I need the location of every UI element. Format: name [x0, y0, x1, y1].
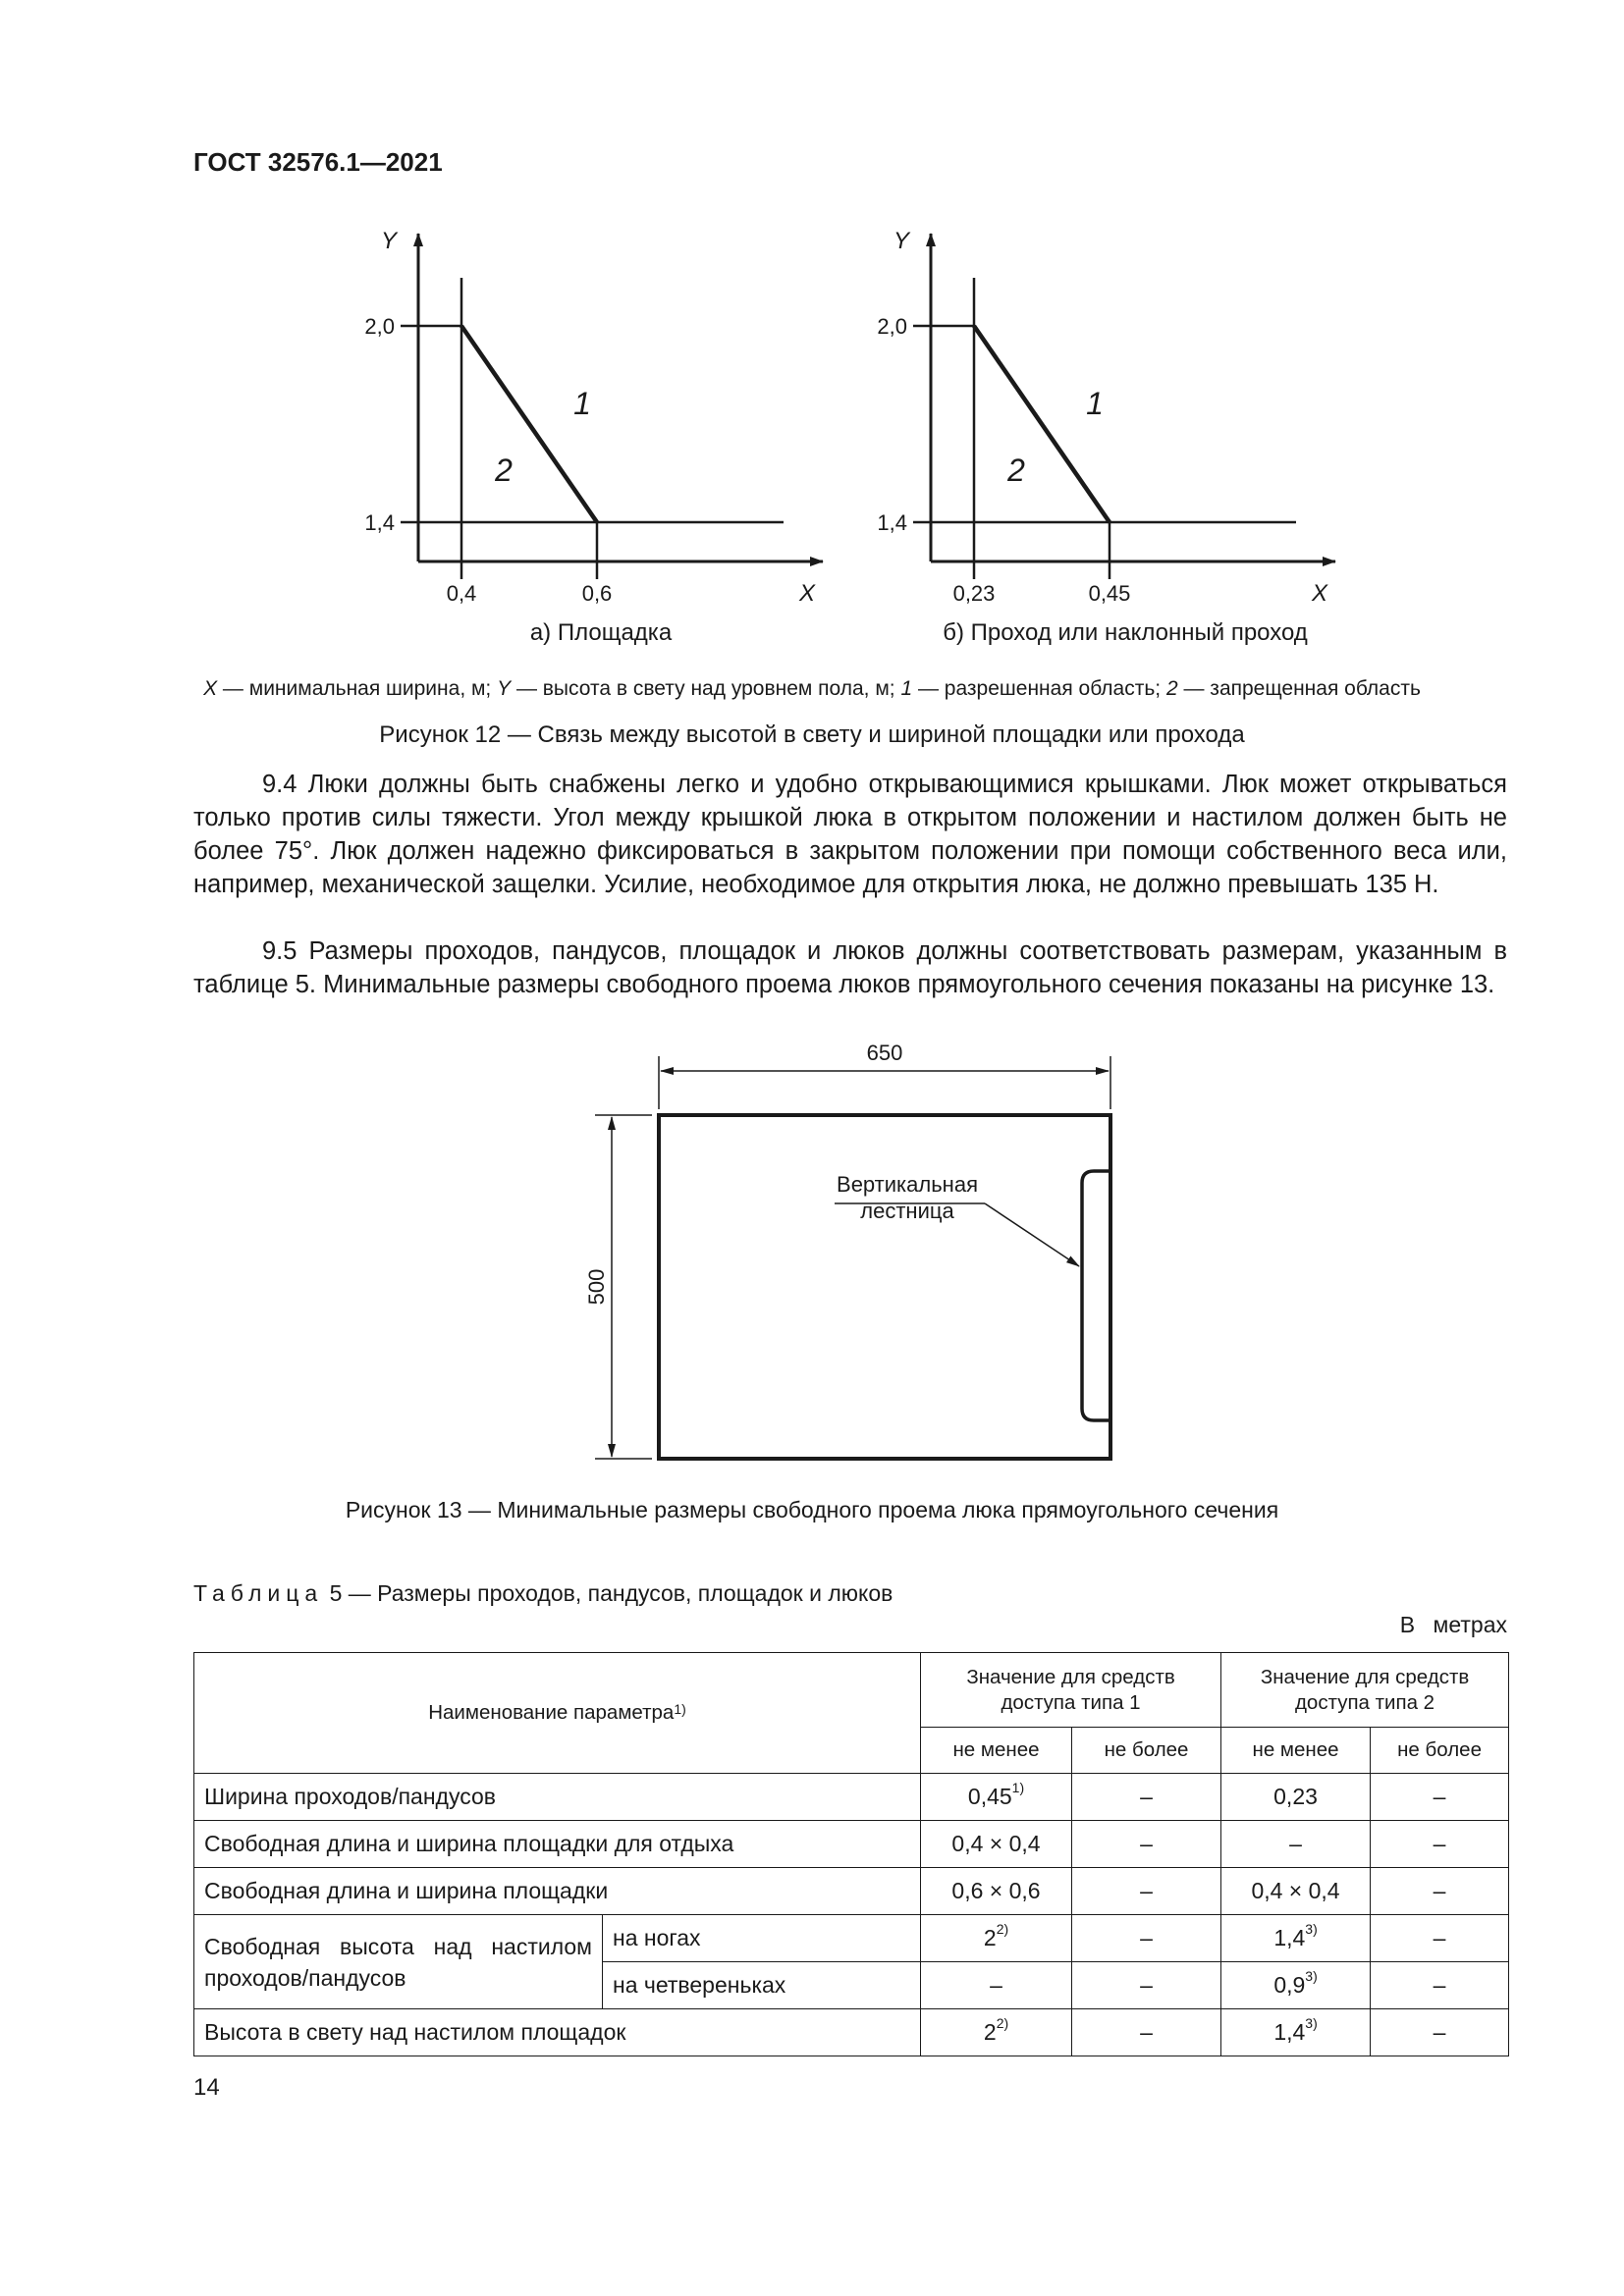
x-axis-label: X	[798, 580, 816, 607]
width-dimension-label: 650	[866, 1041, 903, 1065]
header-max: не более	[1072, 1728, 1221, 1774]
table-5-caption: Таблица 5 — Размеры проходов, пандусов, площадок и люков	[193, 1580, 893, 1606]
vertical-ladder	[1082, 1171, 1110, 1420]
y-axis-label: Y	[893, 228, 910, 254]
panel-caption: б) Проход или наклонный проход	[943, 619, 1308, 646]
table-row: Высота в свету над настилом площадок 2$^{2)}$ – 1,4$^{3)}$ –	[194, 2009, 1509, 2056]
y-tick-label-20: 2,0	[364, 314, 395, 339]
y-axis-label: Y	[380, 228, 398, 254]
figure-12b-plot	[877, 228, 1335, 646]
header-param: Наименование параметра$^{1)}$	[194, 1653, 921, 1774]
header-type2: Значение для средств доступа типа 2	[1221, 1653, 1509, 1728]
region-label-2: 2	[495, 453, 513, 488]
table-5	[193, 1652, 1509, 2056]
x-tick-label-023: 0,23	[952, 581, 996, 606]
region-label-2: 2	[1007, 453, 1025, 488]
header-max: не более	[1371, 1728, 1509, 1774]
table-5-units: В метрах	[1399, 1612, 1507, 1637]
header-type1: Значение для средств доступа типа 1	[921, 1653, 1221, 1728]
boundary-line	[974, 326, 1110, 522]
height-dimension-label: 500	[584, 1268, 609, 1306]
hatch-opening	[659, 1115, 1110, 1459]
x-tick-label-06: 0,6	[581, 581, 613, 606]
y-tick-label-14: 1,4	[877, 510, 907, 535]
figure-12-legend: X — минимальная ширина, м; Y — высота в свету над уровнем пола, м; 1 — разрешенная область; 2 — запрещенная область	[203, 677, 1421, 700]
paragraph-9-5: 9.5 Размеры проходов, пандусов, площадок и люков должны соответствовать размерам, указанным в таблице 5. Минимальные размеры свободного проема люков прямоугольного сечения показаны на рисунке 13.	[193, 937, 1507, 998]
figure-12	[0, 0, 1624, 687]
page-number: 14	[193, 2074, 220, 2101]
x-tick-label-04: 0,4	[446, 581, 477, 606]
x-axis-label: X	[1311, 580, 1328, 607]
ladder-label-line1: Вертикальная	[837, 1172, 978, 1197]
document-header: ГОСТ 32576.1—2021	[193, 147, 443, 177]
region-label-1: 1	[573, 386, 591, 421]
y-tick-label-20: 2,0	[877, 314, 907, 339]
header-min: не менее	[1221, 1728, 1371, 1774]
figure-13-caption: Рисунок 13 — Минимальные размеры свободного проема люка прямоугольного сечения	[345, 1497, 1279, 1522]
table-row: Ширина проходов/пандусов 0,45$^{1)}$ – 0,23 –	[194, 1774, 1509, 1821]
table-row: Свободная длина и ширина площадки для отдыха 0,4 × 0,4 – – –	[194, 1821, 1509, 1868]
boundary-line	[461, 326, 597, 522]
figure-13	[0, 1031, 1624, 1482]
y-tick-label-14: 1,4	[364, 510, 395, 535]
table-row: на четвереньках – – 0,9$^{3)}$ –	[194, 1962, 1509, 2009]
x-tick-label-045: 0,45	[1088, 581, 1131, 606]
region-label-1: 1	[1086, 386, 1104, 421]
paragraph-9-4: 9.4 Люки должны быть снабжены легко и удобно открывающимися крышками. Люк может открываться только против силы тяжести. Угол между крышкой люка в открытом положении и настилом должен быть не более 75°. Люк должен надежно фиксироваться в закрытом положении при помощи собственного веса или, например, механической защелки. Усилие, необходимое для открытия люка, не должно превышать 135 Н.	[193, 771, 1507, 898]
figure-12a-plot	[364, 228, 823, 646]
ladder-label-line2: лестница	[860, 1199, 954, 1223]
table-row: Свободная высота над настилом проходов/пандусов на ногах 2$^{2)}$ – 1,4$^{3)}$ –	[194, 1915, 1509, 1962]
table-row: Свободная длина и ширина площадки 0,6 × 0,6 – 0,4 × 0,4 –	[194, 1868, 1509, 1915]
header-min: не менее	[921, 1728, 1072, 1774]
panel-caption: а) Площадка	[529, 619, 673, 646]
ladder-leader-arrow	[985, 1203, 1079, 1266]
figure-12-caption: Рисунок 12 — Связь между высотой в свету и шириной площадки или прохода	[379, 721, 1245, 748]
